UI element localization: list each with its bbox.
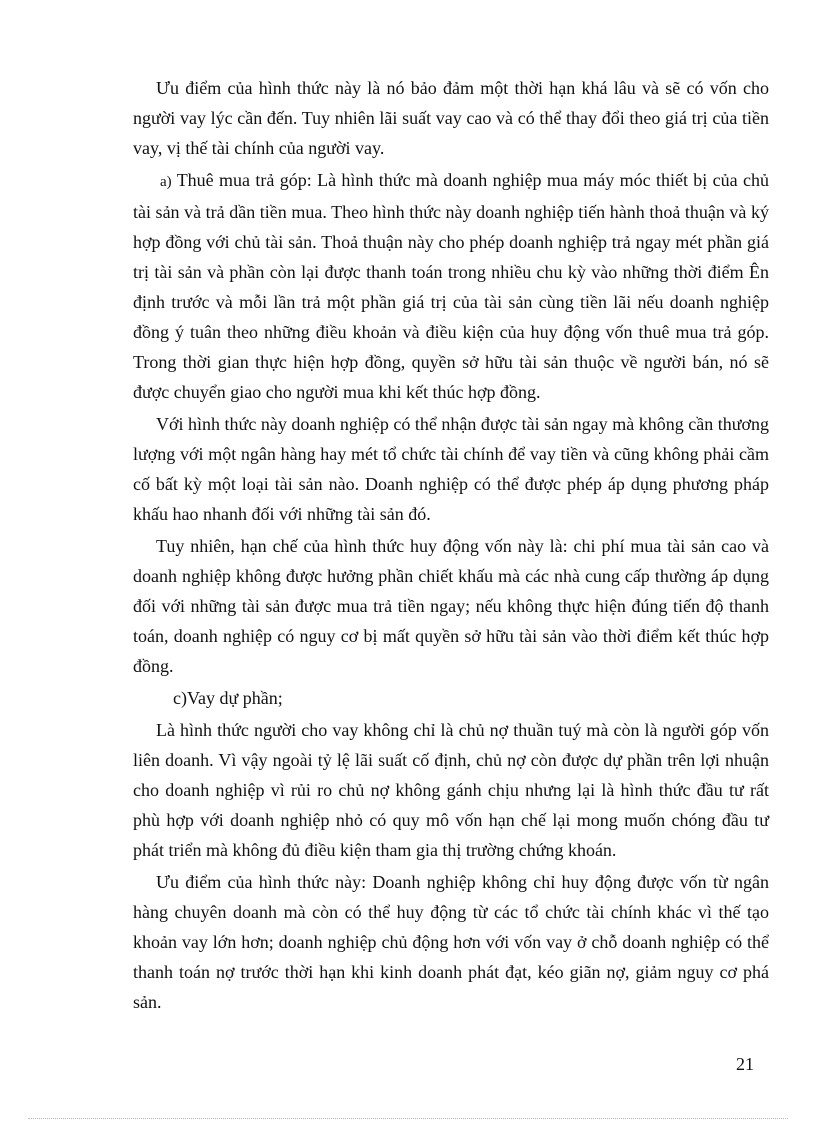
installment-purchase-text: Thuê mua trả góp: Là hình thức mà doanh nghiệp mua máy móc thiết bị của chủ tài sản và trả dần tiền mua. Theo hình thức này doanh nghiệp tiến hành thoả thuận và ký hợp đồng với chủ tài sản. Thoả thuận này cho phép doanh nghiệp trả ngay mét phần giá trị tài sản và phần còn lại được thanh toán trong nhiều chu kỳ vào những thời điểm Ên định trước và mỗi lần trả một phần giá trị của tài sản cùng tiền lãi nếu doanh nghiệp đồng ý tuân theo những điều khoản và điều kiện của huy động vốn thuê mua trả góp. Trong thời gian thực hiện hợp đồng, quyền sở hữu tài sản thuộc về người bán, nó sẽ được chuyển giao cho người mua khi kết thúc hợp đồng. [133,170,769,402]
paragraph-installment-purchase [133,165,769,407]
heading-participating-loan: c)Vay dự phần; [173,688,283,708]
list-marker-a: a) [160,174,172,190]
body-text [133,73,769,1019]
paragraph-advantages-long-term-loan: Ưu điểm của hình thức này là nó bảo đảm một thời hạn khá lâu và sẽ có vốn cho người vay lýc cần đến. Tuy nhiên lãi suất vay cao và có thể thay đổi theo giá trị của tiền vay, vị thế tài chính của người vay. [133,78,769,158]
paragraph-participating-loan-definition: Là hình thức người cho vay không chỉ là chủ nợ thuần tuý mà còn là người góp vốn liên doanh. Vì vậy ngoài tỷ lệ lãi suất cố định, chủ nợ còn được dự phần trên lợi nhuận cho doanh nghiệp vì rủi ro chủ nợ không gánh chịu nhưng lại là hình thức đầu tư rất phù hợp với doanh nghiệp nhỏ có quy mô vốn hạn chế lại mong muốn chóng đầu tư phát triển mà không đủ điều kiện tham gia thị trường chứng khoán. [133,720,769,860]
paragraph-installment-limitations: Tuy nhiên, hạn chế của hình thức huy động vốn này là: chi phí mua tài sản cao và doanh nghiệp không được hưởng phần chiết khấu mà các nhà cung cấp thường áp dụng đối với những tài sản được mua trả tiền ngay; nếu không thực hiện đúng tiến độ thanh toán, doanh nghiệp có nguy cơ bị mất quyền sở hữu tài sản vào thời điểm kết thúc hợp đồng. [133,536,769,676]
paragraph-installment-benefits: Với hình thức này doanh nghiệp có thể nhận được tài sản ngay mà không cần thương lượng với một ngân hàng hay mét tổ chức tài chính để vay tiền và cũng không phải cầm cố bất kỳ một loại tài sản nào. Doanh nghiệp có thể được phép áp dụng phương pháp khấu hao nhanh đối với những tài sản đó. [133,414,769,524]
paragraph-participating-loan-advantages: Ưu điểm của hình thức này: Doanh nghiệp không chỉ huy động được vốn từ ngân hàng chuyên doanh mà còn có thể huy động từ các tổ chức tài chính khác vì thế tạo khoản vay lớn hơn; doanh nghiệp chủ động hơn với vốn vay ở chỗ doanh nghiệp có thể thanh toán nợ trước thời hạn khi kinh doanh phát đạt, kéo giãn nợ, giảm nguy cơ phá sản. [133,872,769,1012]
page-number: 21 [736,1054,754,1074]
footer-divider [28,1118,788,1119]
